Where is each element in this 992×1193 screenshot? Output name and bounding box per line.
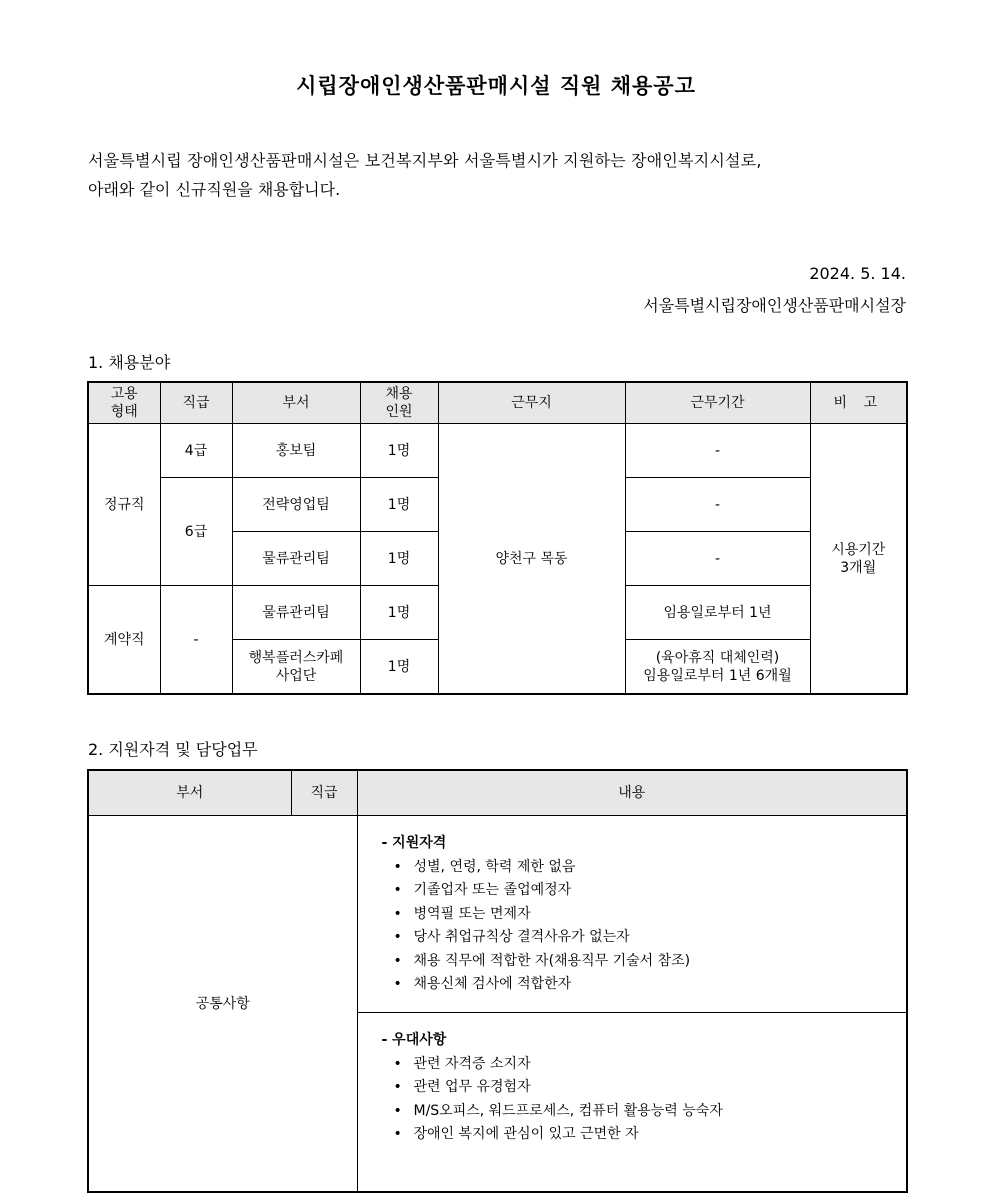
header-employment-type: 고용 형태 — [88, 382, 160, 424]
header-note: 비 고 — [810, 382, 907, 424]
bullet-icon: • — [393, 1079, 402, 1096]
preferences-cell — [357, 1013, 907, 1193]
list-item — [382, 903, 907, 926]
bullet-icon: • — [393, 905, 402, 922]
list-item-text: 관련 업무 유경험자 — [413, 1079, 531, 1096]
list-item — [382, 879, 907, 902]
header-work-period: 근무기간 — [625, 382, 810, 424]
intro-line-2: 아래와 같이 신규직원을 채용합니다. — [88, 180, 341, 199]
department-cell: 홍보팀 — [232, 424, 360, 478]
header-department: 부서 — [232, 382, 360, 424]
section-1-heading: 1. 채용분야 — [88, 353, 171, 372]
bullet-icon: • — [393, 1126, 402, 1143]
location-cell: 양천구 목동 — [438, 424, 625, 695]
bullet-icon: • — [393, 952, 402, 969]
grade-cell: 6급 — [160, 478, 232, 586]
work-period-cell: (육아휴직 대체인력) 임용일로부터 1년 6개월 — [625, 640, 810, 695]
list-item-text: 관련 자격증 소지자 — [413, 1056, 531, 1072]
recruitment-table — [87, 381, 908, 695]
header-location: 근무지 — [438, 382, 625, 424]
list-item-text: 성별, 연령, 학력 제한 없음 — [413, 859, 576, 875]
list-item — [382, 1053, 907, 1076]
list-item — [382, 973, 907, 996]
headcount-cell: 1명 — [360, 424, 438, 478]
bullet-icon: • — [393, 1056, 402, 1072]
issuing-organization: 서울특별시립장애인생산품판매시설장 — [643, 296, 906, 315]
department-cell: 전략영업팀 — [232, 478, 360, 532]
qualifications-cell — [357, 816, 907, 1013]
list-item-text: 병역필 또는 면제자 — [413, 905, 531, 922]
table-header-row — [88, 382, 907, 424]
grade-cell: - — [160, 586, 232, 695]
headcount-cell: 1명 — [360, 586, 438, 640]
list-item-text: 당사 취업규칙상 결격사유가 없는자 — [413, 929, 630, 946]
header-grade: 직급 — [160, 382, 232, 424]
work-period-cell: - — [625, 532, 810, 586]
header-department: 부서 — [88, 770, 291, 816]
employment-type-cell: 계약직 — [88, 586, 160, 695]
bullet-icon: • — [393, 929, 402, 946]
department-cell: 물류관리팀 — [232, 586, 360, 640]
department-cell: 행복플러스카페 사업단 — [232, 640, 360, 695]
bullet-icon: • — [393, 859, 402, 875]
list-item-text: 채용 직무에 적합한 자(채용직무 기술서 참조) — [413, 952, 691, 969]
table-row — [88, 816, 907, 1013]
work-period-cell: - — [625, 478, 810, 532]
headcount-cell: 1명 — [360, 478, 438, 532]
work-period-cell: - — [625, 424, 810, 478]
headcount-cell: 1명 — [360, 532, 438, 586]
list-item — [382, 950, 907, 973]
header-content: 내용 — [357, 770, 907, 816]
announcement-date: 2024. 5. 14. — [809, 264, 906, 283]
qualifications-title: - 지원자격 — [381, 835, 447, 851]
list-item — [382, 1100, 907, 1123]
list-item — [382, 856, 907, 879]
intro-paragraph — [88, 146, 908, 204]
bullet-icon: • — [393, 1102, 402, 1119]
list-item-text: 장애인 복지에 관심이 있고 근면한 자 — [413, 1126, 639, 1143]
table-row — [88, 424, 907, 478]
common-label-cell: 공통사항 — [88, 816, 357, 1193]
table-header-row — [88, 770, 907, 816]
department-cell: 물류관리팀 — [232, 532, 360, 586]
header-headcount: 채용 인원 — [360, 382, 438, 424]
preferences-title: - 우대사항 — [381, 1032, 447, 1048]
list-item — [382, 926, 907, 949]
intro-line-1: 서울특별시립 장애인생산품판매시설은 보건복지부와 서울특별시가 지원하는 장애인복지시설로, — [88, 151, 762, 170]
list-item-text: 기졸업자 또는 졸업예정자 — [413, 882, 572, 899]
header-grade: 직급 — [291, 770, 357, 816]
list-item-text: M/S오피스, 워드프로세스, 컴퓨터 활용능력 능숙자 — [413, 1102, 723, 1119]
qualifications-list — [382, 856, 907, 996]
headcount-cell: 1명 — [360, 640, 438, 695]
grade-cell: 4급 — [160, 424, 232, 478]
list-item-text: 채용신체 검사에 적합한자 — [413, 976, 572, 993]
preferences-list — [382, 1053, 907, 1147]
work-period-cell: 임용일로부터 1년 — [625, 586, 810, 640]
employment-type-cell: 정규직 — [88, 424, 160, 586]
list-item — [382, 1123, 907, 1146]
bullet-icon: • — [393, 882, 402, 899]
bullet-icon: • — [393, 976, 402, 993]
section-2-heading: 2. 지원자격 및 담당업무 — [88, 740, 258, 759]
qualification-table — [87, 769, 908, 1193]
note-cell: 시용기간 3개월 — [810, 424, 907, 695]
list-item — [382, 1076, 907, 1099]
page-title: 시립장애인생산품판매시설 직원 채용공고 — [296, 74, 696, 98]
